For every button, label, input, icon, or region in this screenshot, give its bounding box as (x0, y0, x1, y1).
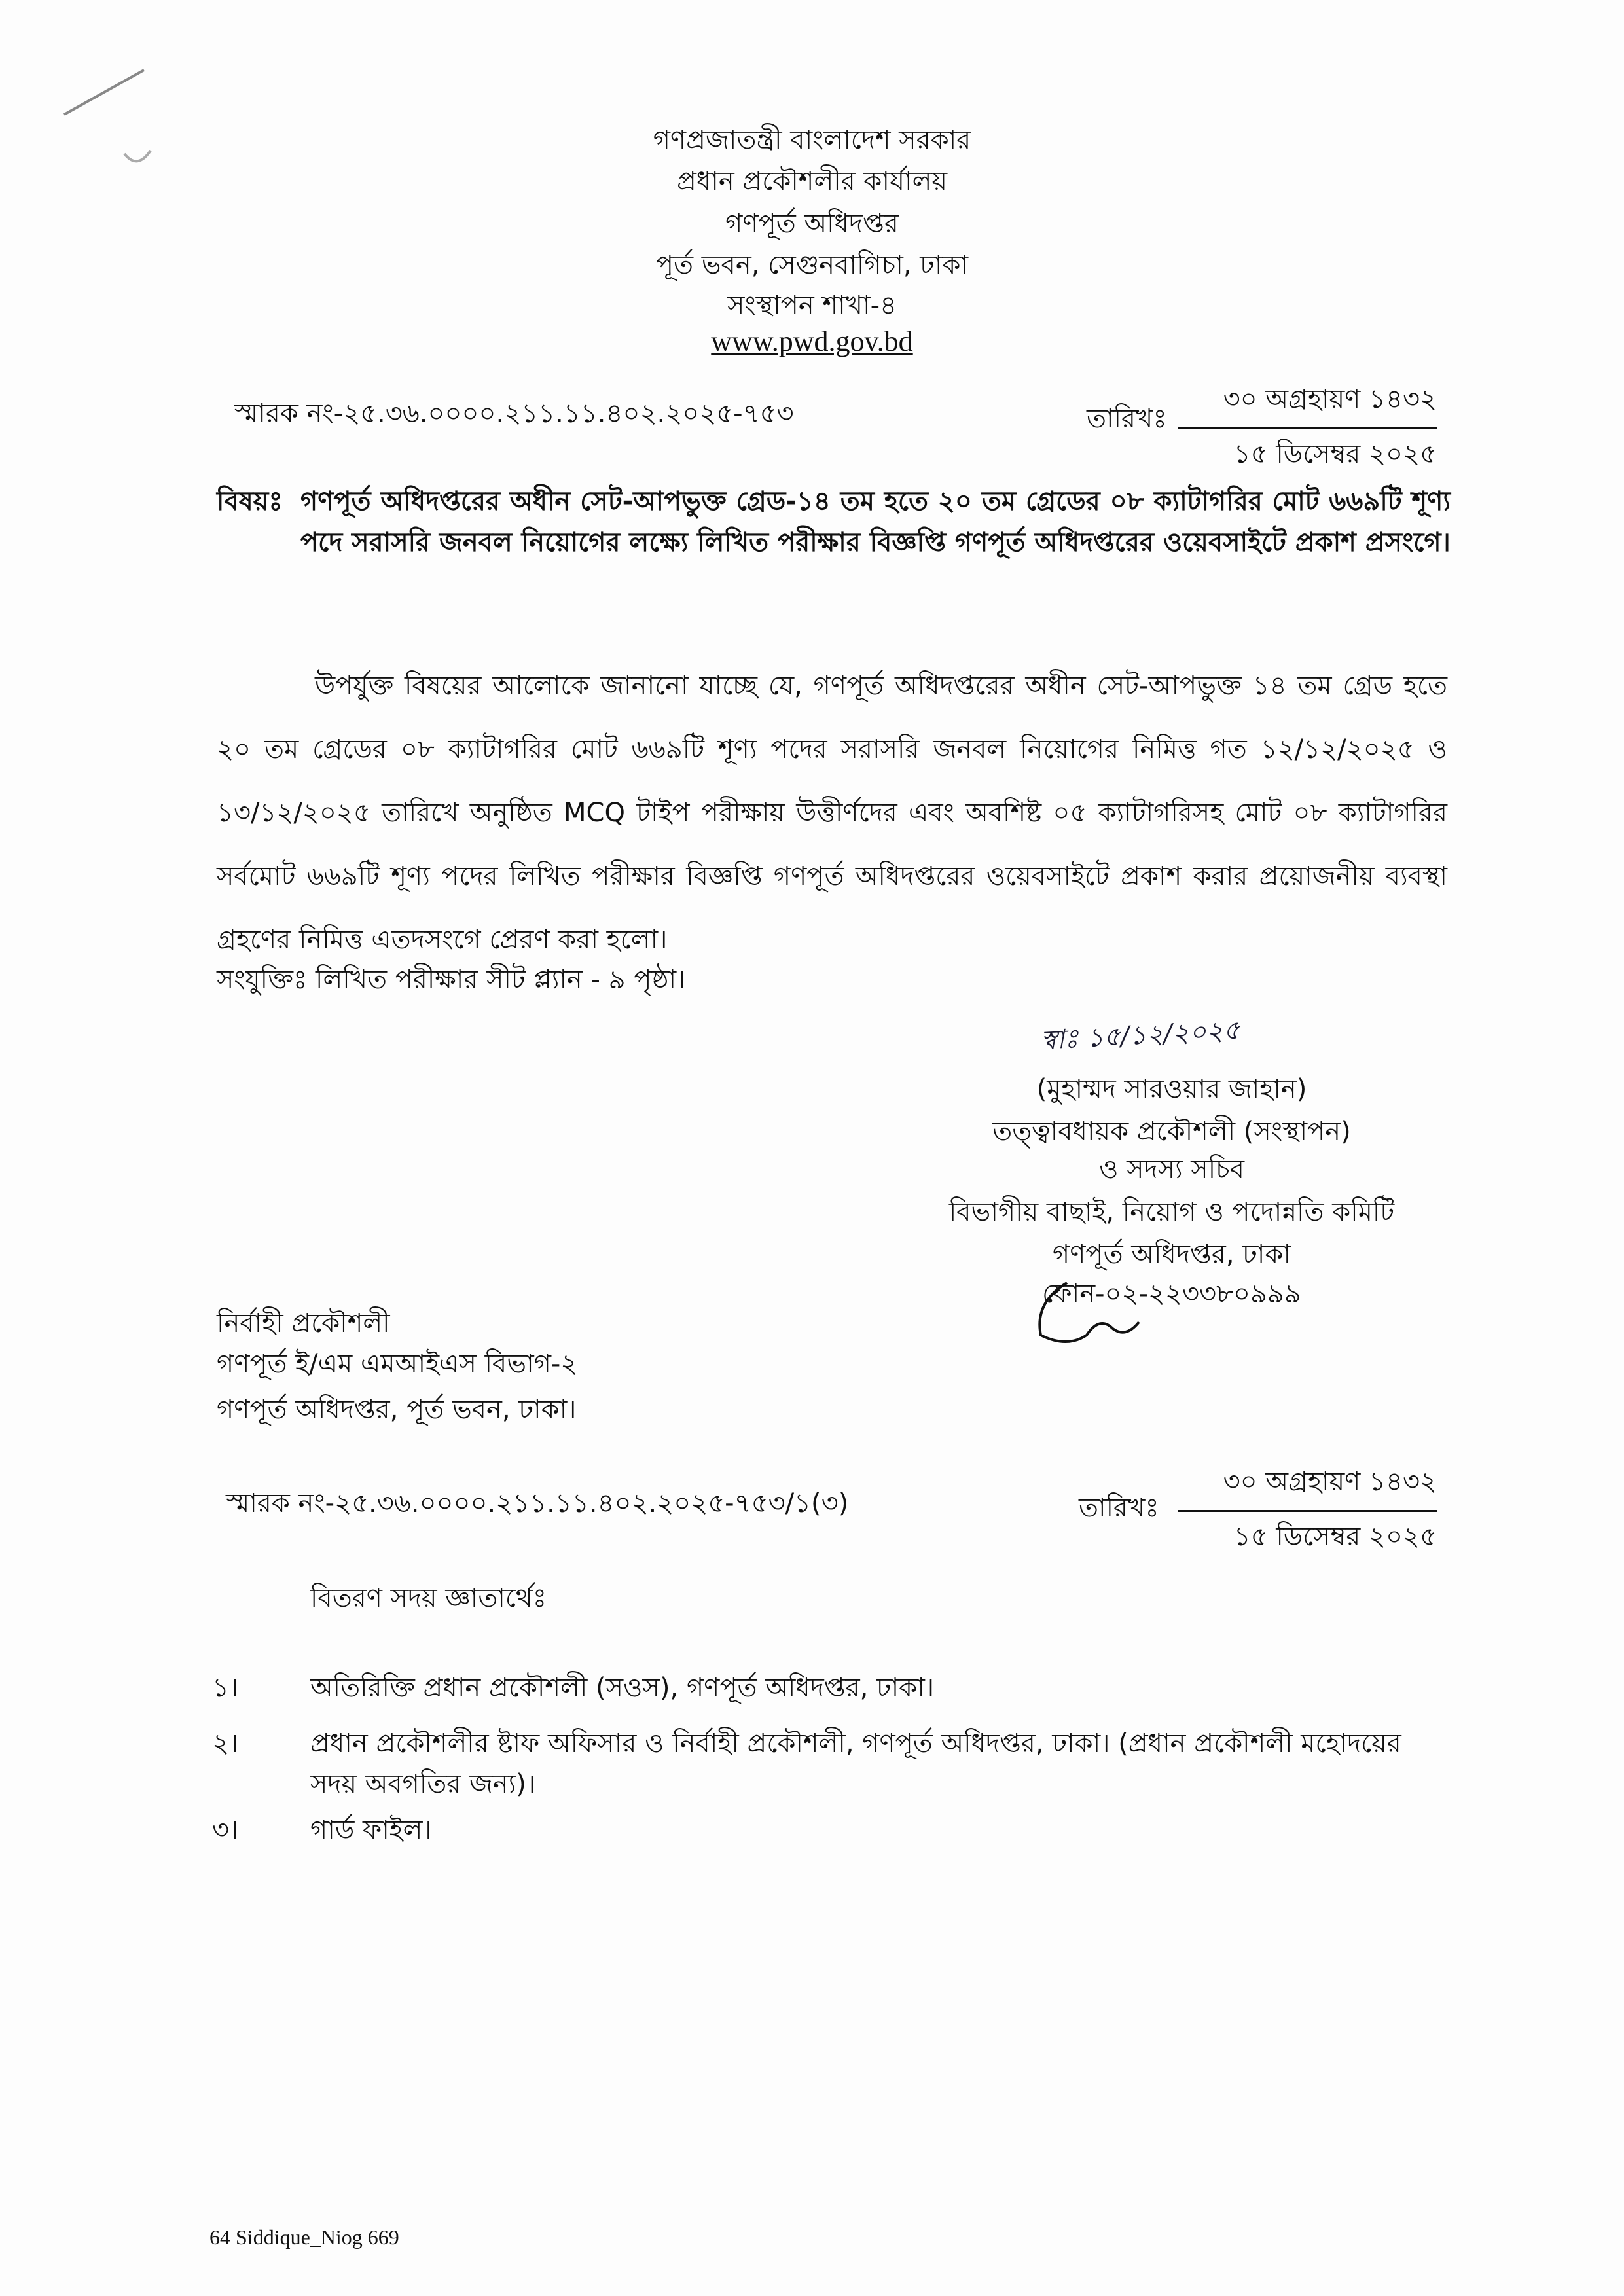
recipient-address: গণপূর্ত অধিদপ্তর, পূর্ত ভবন, ঢাকা। (217, 1395, 577, 1425)
date-bangla-copy: ৩০ অগ্রহায়ণ ১৪৩২ (1178, 1461, 1437, 1512)
date-block-copy (1178, 1461, 1437, 1560)
branch-name: সংস্থাপন শাখা-৪ (727, 291, 897, 321)
subject-text: গণপূর্ত অধিদপ্তরের অধীন সেট-আপভুক্ত গ্রেড-১৪ তম হতে ২০ তম গ্রেডের ০৮ ক্যাটাগরির মোট ৬৬৯টি শূণ্য পদে সরাসরি জনবল নিয়োগের লক্ষ্যে লিখিত পরীক্ষার বিজ্ঞপ্তি গণপূর্ত অধিদপ্তরের ওয়েবসাইটে প্রকাশ প্রসংগে। (300, 486, 1451, 558)
list-item: গার্ড ফাইল। (310, 1815, 432, 1845)
date-gregorian-copy: ১৫ ডিসেম্বর ২০২৫ (1233, 1522, 1437, 1552)
subject-label: বিষয়ঃ (217, 486, 283, 516)
initials-scribble (1028, 1276, 1172, 1355)
body-paragraph: উপর্যুক্ত বিষয়ের আলোকে জানানো যাচ্ছে যে, গণপূর্ত অধিদপ্তরের অধীন সেট-আপভুক্ত ১৪ তম গ্রেড হতে ২০ তম গ্রেডের ০৮ ক্যাটাগরির মোট ৬৬৯টি শূণ্য পদের সরাসরি জনবল নিয়োগের নিমিত্ত গত ১২/১২/২০২৫ ও ১৩/১২/২০২৫ তারিখে অনুষ্ঠিত MCQ টাইপ পরীক্ষায় উত্তীর্ণদের এবং অবশিষ্ট ০৫ ক্যাটাগরিসহ মোট ০৮ ক্যাটাগরির সর্বমোট ৬৬৯টি শূণ্য পদের লিখিত পরীক্ষার বিজ্ঞপ্তি গণপূর্ত অধিদপ্তরের ওয়েবসাইটে প্রকাশ করার প্রয়োজনীয় ব্যবস্থা গ্রহণের নিমিত্ত এতদসংগে প্রেরণ করা হলো। (217, 671, 1447, 955)
date-label-copy: তারিখঃ (1079, 1493, 1159, 1523)
list-item-number: ২। (212, 1729, 239, 1759)
committee-name: বিভাগীয় বাছাই, নিয়োগ ও পদোন্নতি কমিটি (948, 1197, 1395, 1227)
website-link[interactable]: www.pwd.gov.bd (711, 325, 913, 357)
list-item-continuation: সদয় অবগতির জন্য)। (310, 1769, 536, 1799)
signatory-office: গণপূর্ত অধিদপ্তর, ঢাকা (1053, 1240, 1291, 1270)
subject (217, 481, 1451, 564)
recipient-division: গণপূর্ত ই/এম এমআইএস বিভাগ-২ (217, 1349, 578, 1379)
memo-number: স্মারক নং-২৫.৩৬.০০০০.২১১.১১.৪০২.২০২৫-৭৫৩ (234, 399, 794, 429)
govt-name: গণপ্রজাতন্ত্রী বাংলাদেশ সরকার (653, 125, 971, 155)
date-bangla: ৩০ অগ্রহায়ণ ১৪৩২ (1178, 378, 1437, 429)
department-name: গণপূর্ত অধিদপ্তর (725, 209, 899, 239)
signatory-name: (মুহাম্মদ সারওয়ার জাহান) (1036, 1074, 1307, 1104)
signatory-phone: ফোন-০২-২২৩৩৮০৯৯৯ (1042, 1279, 1301, 1309)
signatory-designation: তত্ত্বাবধায়ক প্রকৌশলী (সংস্থাপন) (992, 1117, 1351, 1147)
list-item-number: ১। (212, 1673, 239, 1703)
date-label: তারিখঃ (1087, 404, 1167, 434)
office-name: প্রধান প্রকৌশলীর কার্যালয় (676, 166, 948, 196)
memo-number-copy: স্মারক নং-২৫.৩৬.০০০০.২১১.১১.৪০২.২০২৫-৭৫৩/১(৩) (226, 1488, 849, 1518)
distribution-heading: বিতরণ সদয় জ্ঞাতার্থেঃ (310, 1583, 547, 1613)
date-gregorian: ১৫ ডিসেম্বর ২০২৫ (1233, 439, 1437, 469)
footer-file-reference: 64 Siddique_Niog 669 (209, 2225, 399, 2249)
signatory-role: ও সদস্য সচিব (1098, 1155, 1245, 1185)
list-item: অতিরিক্তি প্রধান প্রকৌশলী (সওস), গণপূর্ত অধিদপ্তর, ঢাকা। (310, 1673, 935, 1703)
handwritten-signature: স্বাঃ ১৫/১২/২০২৫ (1039, 1015, 1241, 1056)
date-block (1178, 378, 1437, 477)
list-item: প্রধান প্রকৌশলীর ষ্টাফ অফিসার ও নির্বাহী প্রকৌশলী, গণপূর্ত অধিদপ্তর, ঢাকা। (প্রধান প্রকৌশলী মহোদয়ের (310, 1729, 1401, 1759)
address: পূর্ত ভবন, সেগুনবাগিচা, ঢাকা (655, 250, 969, 280)
recipient-title: নির্বাহী প্রকৌশলী (217, 1308, 390, 1338)
list-item-number: ৩। (212, 1815, 239, 1845)
attachment-note: সংযুক্তিঃ লিখিত পরীক্ষার সীট প্ল্যান - ৯ পৃষ্ঠা। (217, 965, 686, 995)
